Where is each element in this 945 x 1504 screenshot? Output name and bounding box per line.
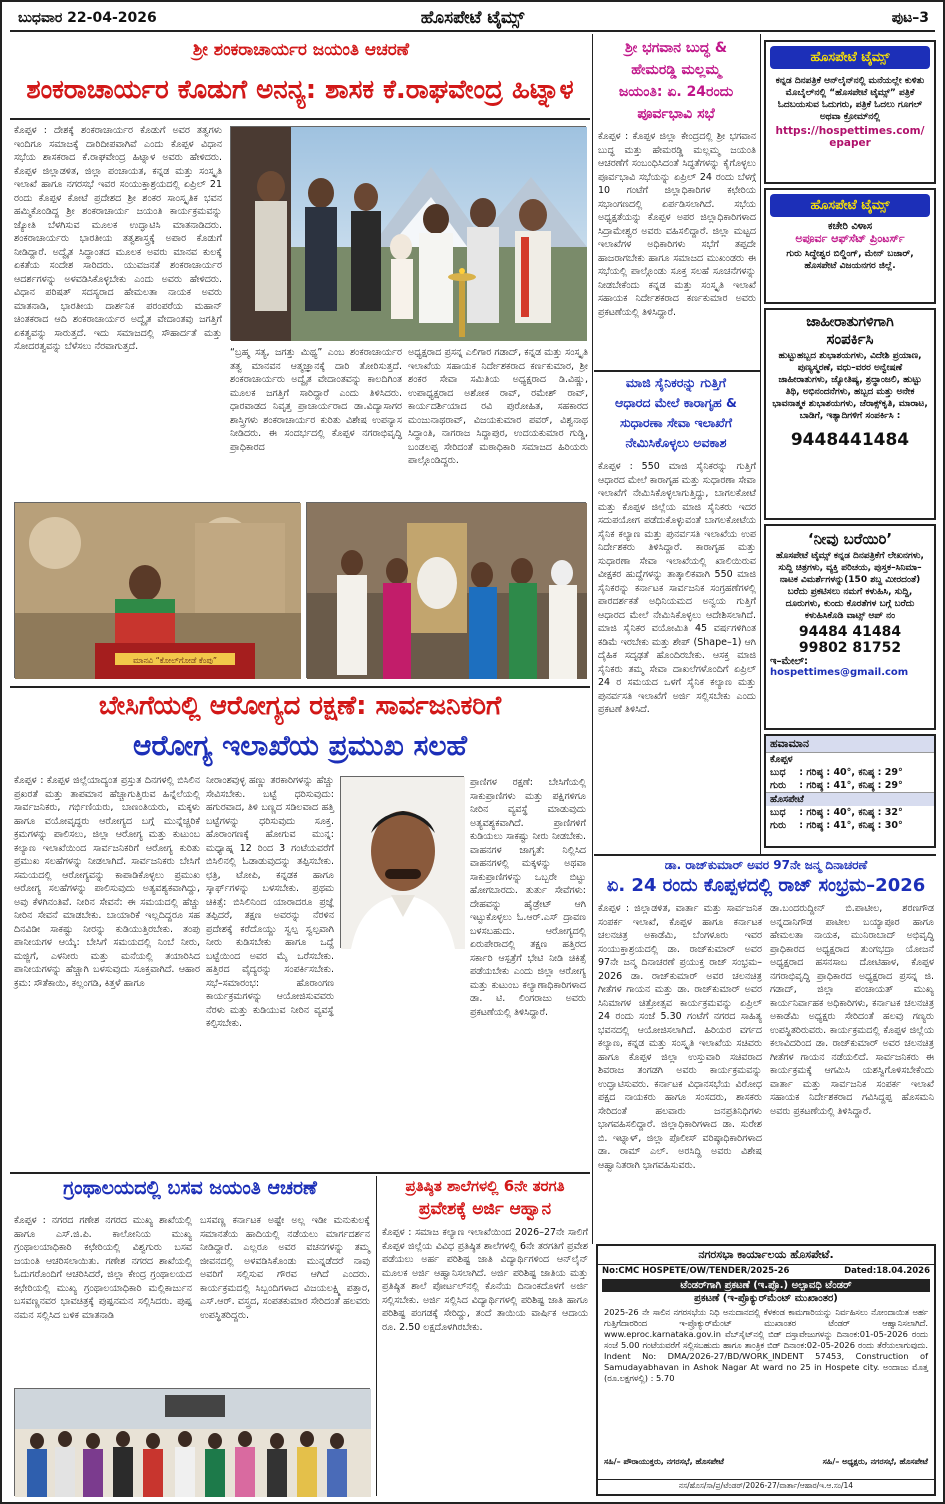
divider xyxy=(10,118,590,120)
weather-max: : ಗರಿಷ್ಠ : 40°, xyxy=(796,807,859,818)
library-group-photo xyxy=(14,1388,370,1496)
official-portrait-illustration xyxy=(341,777,465,949)
library-col2: ಬಸವಣ್ಣ ಕರ್ನಾಟಕ ಅಷ್ಟೇ ಅಲ್ಲ ಇಡೀ ಮನುಕುಲಕ್ಕೆ ಸಮಾನತೆಯ ಹಾದಿಯಲ್ಲಿ ನಡೆಯಲು ಮಾರ್ಗದರ್ಶನ ನೀಡಿದ್ದಾರೆ. ಎಲ್ಲರೂ ಅವರ ವಚನಗಳನ್ನು ತಮ್ಮ ಜೀವನದಲ್ಲಿ ಅಳವಡಿಸಿಕೊಂಡು ಮುನ್ನಡೆದರೆ ನಾವು ಅವರಿಗೆ ಸಲ್ಲಿಸುವ ಗೌರವ ಆಗಿದೆ ಎಂದರು. ಕಾರ್ಯಕ್ರಮದಲ್ಲಿ ಸಿಬ್ಬಂದಿಗಳಾದ ವಿಜಯಲಕ್ಷ್ಮಿ ಪತ್ತಾರ, ಎಸ್.ಆರ್. ವಸ್ತ್ರದ, ಸಂಪತಕುಮಾರ ಸೇರಿದಂತೆ ಹಲವರು ಉಪಸ್ಥಿತರಿದ್ದರು. xyxy=(200,1215,370,1321)
weather-row xyxy=(766,819,934,832)
divider xyxy=(10,1172,590,1174)
write-to-us-title: ‘ನೀವು ಬರೆಯಿರಿ’ xyxy=(807,530,893,548)
weather-max: : ಗರಿಷ್ಠ : 41°, xyxy=(796,820,859,831)
weather-day: ಗುರು xyxy=(770,820,787,831)
exarmy-body: ಕೊಪ್ಪಳ : 550 ಮಾಜಿ ಸೈನಿಕರನ್ನು ಗುತ್ತಿಗೆ ಆಧಾರದ ಮೇಲೆ ಕಾರಾಗೃಹ ಮತ್ತು ಸುಧಾರಣಾ ಸೇವಾ ಇಲಾಖೆಗೆ ನೇಮಿಸಿಕೊಳ್ಳಲಾಗುತ್ತಿದ್ದು, ಬಾಗಲಕೋಟೆ ಮತ್ತು ಕೊಪ್ಪಳ ಜಿಲ್ಲೆಯ ಮಾಜಿ ಸೈನಿಕರು ಇದರ ಸದುಪಯೋಗ ಪಡೆದುಕೊಳ್ಳುವಂತೆ ಬಾಗಲಕೋಟೆಯ ಸೈನಿಕ ಕಲ್ಯಾಣ ಮತ್ತು ಪುನರ್ವಸತಿ ಇಲಾಖೆಯ ಉಪ ನಿರ್ದೇಶಕರು ತಿಳಿಸಿದ್ದಾರೆ. ಕಾರಾಗೃಹ ಮತ್ತು ಸುಧಾರಣಾ ಸೇವಾ ಇಲಾಖೆಯಲ್ಲಿ ಖಾಲಿಯಿರುವ ವೀಕ್ಷಕರ ಹುದ್ದೆಗಳನ್ನು ತಾತ್ಕಾಲಿಕವಾಗಿ 550 ಮಾಜಿ ಸೈನಿಕರನ್ನು ಕರ್ನಾಟಕ ಸಾರ್ವಜನಿಕ ಸಂಗ್ರಹಣೆಗಳಲ್ಲಿ ಪಾರದರ್ಶಕತೆ ಅಧಿನಿಯಮದ ಅನ್ವಯ ಗುತ್ತಿಗೆ ಆಧಾರದ ಮೇಲೆ ನೇಮಿಸಿಕೊಳ್ಳಲು ಆದೇಶಿಸಲಾಗಿದೆ. ಮಾಜಿ ಸೈನಿಕರ ವಯೋಮಿತಿ 45 ವರ್ಷಗಳಿಗಿಂತ ಕಡಿಮೆ ಇರಬೇಕು ಮತ್ತು ಶೇಪ್ (Shape–1) ಆಗಿ ದೈಹಿಕ ಸದೃಢತೆ ಹೊಂದಿರಬೇಕು. ಆಸಕ್ತ ಮಾಜಿ ಸೈನಿಕರು ತಮ್ಮ ಸೇವಾ ದಾಖಲೆಗಳೊಂದಿಗೆ ಏಪ್ರಿಲ್ 24 ರ ಸಮಯದ ಒಳಗೆ ಸೈನಿಕ ಕಲ್ಯಾಣ ಮತ್ತು ಪುನರ್ವಸತಿ ಇಲಾಖೆಗೆ ಅರ್ಜಿ ಸಲ್ಲಿಸಬೇಕು ಎಂದು ಪ್ರಕಟಣೆ ತಿಳಿಸಿದೆ. xyxy=(598,461,756,715)
health-headline-line1: ಬೇಸಿಗೆಯಲ್ಲಿ ಆರೋಗ್ಯದ ರಕ್ಷಣೆ: ಸಾರ್ವಜನಿಕರಿಗೆ xyxy=(98,691,502,721)
weather-day: ಗುರು xyxy=(770,780,787,791)
issue-date: ಬುಧವಾರ 22-04-2026 xyxy=(18,10,157,26)
page-number: ಪುಟ–3 xyxy=(891,10,929,26)
office-address-ad xyxy=(764,188,936,304)
rajkumar-headline: ಏ. 24 ರಂದು ಕೊಪ್ಪಳದಲ್ಲಿ ರಾಜ್ ಸಂಭ್ರಮ–2026 xyxy=(606,875,926,896)
health-headline-line2: ಆರೋಗ್ಯ ಇಲಾಖೆಯ ಪ್ರಮುಖ ಸಲಹೆ xyxy=(132,729,468,762)
email-address[interactable]: hospettimes@gmail.com xyxy=(770,667,909,678)
divider xyxy=(10,686,590,688)
school-col1: ಕೊಪ್ಪಳ : ಸಮಾಜ ಕಲ್ಯಾಣ ಇಲಾಖೆಯಿಂದ 2026–27ನೇ ಸಾಲಿಗೆ ಕೊಪ್ಪಳ ಜಿಲ್ಲೆಯ ವಿವಿಧ ಪ್ರತಿಷ್ಠಿತ ಶಾಲೆಗಳಲ್ಲಿ 6ನೇ ತರಗತಿಗೆ ಪ್ರವೇಶ ಪಡೆಯಲು ಅರ್ಹ ಪರಿಶಿಷ್ಟ ಜಾತಿ ವಿದ್ಯಾರ್ಥಿಗಳಿಂದ ಆನ್‌ಲೈನ್ ಮೂಲಕ ಅರ್ಜಿ ಆಹ್ವಾನಿಸಲಾಗಿದೆ. ಅರ್ಜಿ ಪರಿಶಿಷ್ಟ ಜಾತಿಯ ಮತ್ತು ಪ್ರತಿಷ್ಠಿತ ಶಾಲೆ ಪೋರ್ಟಲ್‌ನಲ್ಲಿ ಕೊನೆಯ ದಿನಾಂಕದೊಳಗೆ ಅರ್ಜಿ ಸಲ್ಲಿಸಬೇಕು. ಅರ್ಜಿ ಸಲ್ಲಿಸಿದ ವಿದ್ಯಾರ್ಥಿಗಳಲ್ಲಿ ಪರಿಶಿಷ್ಟ ಜಾತಿ ಹಾಗೂ ಪರಿಶಿಷ್ಟ ಪಂಗಡಕ್ಕೆ ಸೇರಿದ್ದು, ತಂದೆ ತಾಯಿಯ ವಾರ್ಷಿಕ ಆದಾಯ ರೂ. 2.50 ಲಕ್ಷದೊಳಗಿರಬೇಕು. xyxy=(382,1227,588,1333)
tender-sign-left: ಸಹಿ/– ಪೌರಾಯುಕ್ತರು, ನಗರಸಭೆ, ಹೊಸಪೇಟೆ xyxy=(604,1457,724,1466)
column-divider xyxy=(592,34,593,1244)
buddha-headline-line2: ಹೇಮರಡ್ಡಿ ಮಲ್ಲಮ್ಮ xyxy=(631,62,721,78)
library-headline: ಗ್ರಂಥಾಲಯದಲ್ಲಿ ಬಸವ ಜಯಂತಿ ಆಚರಣೆ xyxy=(63,1177,317,1199)
weather-row xyxy=(766,779,934,792)
weather-min: ಕನಿಷ್ಠ : 29° xyxy=(858,780,903,791)
exarmy-headline-line4: ನೇಮಿಸಿಕೊಳ್ಳಲು ಅವಕಾಶ xyxy=(625,435,727,450)
epaper-url-path[interactable]: epaper xyxy=(829,137,871,149)
weather-min: ಕನಿಷ್ಠ : 30° xyxy=(858,820,903,831)
rajkumar-col1: ಕೊಪ್ಪಳ : ಜಿಲ್ಲಾಡಳಿತ, ವಾರ್ತಾ ಮತ್ತು ಸಾರ್ವಜನಿಕ ಸಂಪರ್ಕ ಇಲಾಖೆ, ಕೊಪ್ಪಳ ಹಾಗೂ ಕರ್ನಾಟಕ ಚಲನಚಿತ್ರ ಅಕಾಡೆಮಿ, ಬೆಂಗಳೂರು ಇವರ ಸಂಯುಕ್ತಾಶ್ರಯದಲ್ಲಿ ಡಾ. ರಾಜ್‌ಕುಮಾರ್ ಅವರ 97ನೇ ಜನ್ಮ ದಿನಾಚರಣೆ ಪ್ರಯುಕ್ತ ರಾಜ್ ಸಂಭ್ರಮ–2026 ಡಾ. ರಾಜ್‌ಕುಮಾರ್ ಅವರ ಚಲನಚಿತ್ರ ಗೀತೆಗಳ ಗಾಯನ ಮತ್ತು ಡಾ. ರಾಜ್‌ಕುಮಾರ್ ಅವರ ಸಿನಿಮಾಗಳ ಚಿತ್ರೋತ್ಸವ ಕಾರ್ಯಕ್ರಮವನ್ನು ಏಪ್ರಿಲ್ 24 ರಂದು ಸಂಜೆ 5.30 ಗಂಟೆಗೆ ನಗರದ ಸಾಹಿತ್ಯ ಭವನದಲ್ಲಿ ಆಯೋಜಿಸಲಾಗಿದೆ. ಹಿರಿಯರ ವರ್ಗದ ಕಲ್ಯಾಣ, ಕನ್ನಡ ಮತ್ತು ಸಂಸ್ಕೃತಿ ಇಲಾಖೆಯ ಸಚಿವರು ಹಾಗೂ ಕೊಪ್ಪಳ ಜಿಲ್ಲಾ ಉಸ್ತುವಾರಿ ಸಚಿವರಾದ ಶಿವರಾಜ ತಂಗಡಗಿ ಅವರು ಕಾರ್ಯಕ್ರಮವನ್ನು ಉದ್ಘಾಟಿಸುವರು. ಕರ್ನಾಟಕ ವಿಧಾನಸಭೆಯ ವಿರೋಧ ಪಕ್ಷದ ನಾಯಕರು ಹಾಗೂ ಸಂಸದರು, ಶಾಸಕರು ಸೇರಿದಂತೆ ಹಲವಾರು ಜನಪ್ರತಿನಿಧಿಗಳು ಭಾಗವಹಿಸಲಿದ್ದಾರೆ. ಜಿಲ್ಲಾಧಿಕಾರಿಗಳಾದ ಡಾ. ಸುರೇಶ ಬಿ. ಇಟ್ನಾಳ್, ಜಿಲ್ಲಾ ಪೊಲೀಸ್ ವರಿಷ್ಠಾಧಿಕಾರಿಗಳಾದ ಡಾ. ರಾಮ್ ಎಲ್. ಅರಸಿದ್ದಿ ಅವರು ವಿಶೇಷ ಆಹ್ವಾನಿತರಾಗಿ ಭಾಗವಹಿಸುವರು. xyxy=(598,903,762,1171)
weather-min: ಕನಿಷ್ಠ : 32° xyxy=(858,807,903,818)
classified-text: ಹುಟ್ಟುಹಬ್ಬದ ಶುಭಾಶಯಗಳು, ವಿದೇಶಿ ಪ್ರಯಾಣ, ಪುಣ್ಯಸ್ಮರಣೆ, ವಧು–ವರರ ಅನ್ವೇಷಣೆ ಜಾಹೀರಾತುಗಳು, ಜ್ಯೋತಿಷ್ಯ, ಶ್ರದ್ಧಾಂಜಲಿ, ಹುಟ್ಟು ತಿಥಿ, ಅಭಿನಂದನೆಗಳು, ಹಬ್ಬದ ಮತ್ತು ಅನೇಕ ಭಾವನಾತ್ಮಕ ಶುಭಾಶಯಗಳು, ಜೆರಾಕ್ಸ್‌ಕೃತಿ, ಮಾರಾಟ, ಬಾಡಿಗೆ, ಇತ್ಯಾದಿಗಳಿಗೆ ಸಂಪರ್ಕಿಸಿ : xyxy=(772,351,928,421)
tender-subhead: ಪ್ರಕಟಣೆ (ಇ-ಪ್ರೊಕ್ಯುರ್‌ಮೆಂಟ್ ಮುಖಾಂತರ) xyxy=(694,1293,838,1304)
story1-headline: ಶಂಕರಾಚಾರ್ಯರ ಕೊಡುಗೆ ಅನನ್ಯ: ಶಾಸಕ ಕೆ.ರಾಘವೇಂದ್ರ ಹಿಟ್ನಾಳ xyxy=(26,75,574,105)
rajkumar-kicker: ಡಾ. ರಾಜ್‌ಕುಮಾರ್ ಅವರ 97ನೇ ಜನ್ಮ ದಿನಾಚರಣೆ xyxy=(664,858,868,872)
library-col1: ಕೊಪ್ಪಳ : ನಗರದ ಗಣೇಶ ನಗರದ ಮುಖ್ಯ ಶಾಖೆಯಲ್ಲಿ ಹಾಗೂ ಎಸ್.ಜಿ.ಪಿ. ಕಾಲೋನಿಯ ಮುಖ್ಯ ಗ್ರಂಥಾಲಯಾಧಿಕಾರಿ ಕಛೇರಿಯಲ್ಲಿ ವಿಶ್ವಗುರು ಬಸವ ಜಯಂತಿ ಆಚರಿಸಲಾಯಿತು. ಗಣೇಶ ನಗರದ ಶಾಖೆಯಲ್ಲಿ ಓದುಗರೊಂದಿಗೆ ಆಚರಿಸಿದರೆ, ಜಿಲ್ಲಾ ಕೇಂದ್ರ ಗ್ರಂಥಾಲಯದ ಕಛೇರಿಯಲ್ಲಿ ಮುಖ್ಯ ಗ್ರಂಥಾಲಯಾಧಿಕಾರಿ ಮಲ್ಲಿಕಾರ್ಜುನ ಬಸವಣ್ಣನವರ ಭಾವಚಿತ್ರಕ್ಕೆ ಪುಷ್ಪನಮನ ಸಲ್ಲಿಸಿದರು. ಪುಷ್ಪ ನಮನ ಸಲ್ಲಿಸಿದ ಬಳಿಕ ಮಾತನಾಡಿ xyxy=(14,1215,192,1321)
rajkumar-col2: ಡಾ.ಬಂದರುದ್ದೀನ್ ಬಿ.ಪಾಟೀಲ, ಶರಣಗೌಡ ಅನ್ನದಾನಿಗೌಡ ಪಾಟೀಲ ಬಯ್ಯಾಪೂರ ಹಾಗೂ ಹೇಮಲತಾ ನಾಯಕ, ಮುನಿರಾಬಾದ್ ಅಭಿವೃದ್ಧಿ ಪ್ರಾಧಿಕಾರದ ಅಧ್ಯಕ್ಷರಾದ ತುಂಗಭದ್ರಾ ಯೋಜನೆ ಅಧ್ಯಕ್ಷರಾದ ಹಸನಸಾಬ ದೋಟಿಹಾಳ, ಕೊಪ್ಪಳ ನಗರಾಭಿವೃದ್ಧಿ ಪ್ರಾಧಿಕಾರದ ಅಧ್ಯಕ್ಷರಾದ ಪ್ರಸನ್ನ ಜಿ. ಗಡಾದ್, ಜಿಲ್ಲಾ ಪಂಚಾಯತ್ ಮುಖ್ಯ ಕಾರ್ಯನಿರ್ವಾಹಕ ಅಧಿಕಾರಿಗಳು, ಕರ್ನಾಟಕ ಚಲನಚಿತ್ರ ಅಕಾಡೆಮಿ ಅಧ್ಯಕ್ಷರು ಸೇರಿದಂತೆ ಹಲವು ಗಣ್ಯರು ಉಪಸ್ಥಿತರಿರುವರು. ಕಾರ್ಯಕ್ರಮದಲ್ಲಿ ಕೊಪ್ಪಳ ಜಿಲ್ಲೆಯ ಕಲಾವಿದರಿಂದ ಡಾ. ರಾಜ್‌ಕುಮಾರ್ ಅವರ ಚಲನಚಿತ್ರ ಗೀತೆಗಳ ಗಾಯನ ನಡೆಯಲಿದೆ. ಸಾರ್ವಜನಿಕರು ಈ ಕಾರ್ಯಕ್ರಮಕ್ಕೆ ಆಗಮಿಸಿ ಯಶಸ್ವಿಗೊಳಿಸಬೇಕೆಂದು ವಾರ್ತಾ ಮತ್ತು ಸಾರ್ವಜನಿಕ ಸಂಪರ್ಕ ಇಲಾಖೆ ಸಹಾಯಕ ನಿರ್ದೇಶಕರಾದ ಗವಿಸಿದ್ದಪ್ಪ ಹೊಸಮನಿ ಅವರು ಪ್ರಕಟಣೆಯಲ್ಲಿ ತಿಳಿಸಿದ್ದಾರೆ. xyxy=(770,903,934,1117)
ad-brand: ಹೊಸಪೇಟೆ ಟೈಮ್ಸ್ xyxy=(770,194,930,217)
epaper-ad xyxy=(764,40,936,184)
tender-sign-right: ಸಹಿ/– ಅಧ್ಯಕ್ಷರು, ನಗರಸಭೆ, ಹೊಸಪೇಟೆ xyxy=(822,1457,928,1466)
epaper-url[interactable]: https://hospettimes.com/ xyxy=(775,125,925,137)
library-group-illustration xyxy=(15,1389,371,1497)
weather-city-1: ಕೊಪ್ಪಳ xyxy=(766,752,934,766)
weather-rows-city1 xyxy=(766,766,934,792)
story1-col3: ಅಧ್ಯಕ್ಷರಾದ ಪ್ರಸನ್ನ ಎಲಿಗಾರ ಗಡಾದ್, ಕನ್ನಡ ಮತ್ತು ಸಂಸ್ಕೃತಿ ಇಲಾಖೆಯ ಸಹಾಯಕ ನಿರ್ದೇಶಕರಾದ ಕರ್ಣಕುಮಾರ, ಶ್ರೀ ಶಂಕರ ಸೇವಾ ಸಮಿತಿಯ ಅಧ್ಯಕ್ಷರಾದ ಡಿ.ವಿಷ್ಣು, ಉಪಾಧ್ಯಕ್ಷರಾದ ಅಶೋಕ ರಾವ್, ರಮೇಶ್ ರಾವ್, ಕಾರ್ಯದರ್ಶಿಯಾದ ರವಿ ಪುರೋಹಿತ, ಸಹಕಾರದ ಮಂಜುನಾಥರಾವ್, ವಿಜಯಕುಮಾರ ಪವರ್, ವಿಶ್ವನಾಥ ಸಿದ್ಧಾಂತಿ, ನಾಗರಾಜ ಸಿದ್ದಾಪುರ, ಉದಯಕುಮಾರ ಗುಡ್ಡಿ, ಬಂಡಲಪ್ಪ ಸೇರಿದಂತೆ ಮಠಾಧಿಕಾರಿ ಸಮಾಜದ ಹಿರಿಯರು ಪಾಲ್ಗೊಂಡಿದ್ದರು. xyxy=(408,347,588,466)
classified-title: ಜಾಹೀರಾತುಗಳಿಗಾಗಿ xyxy=(806,314,894,330)
email-label: ಇ–ಮೇಲ್: xyxy=(770,656,809,667)
story1-kicker: ಶ್ರೀ ಶಂಕರಾಚಾರ್ಯರ ಜಯಂತಿ ಆಚರಣೆ xyxy=(192,40,410,60)
epaper-ad-text: ಕನ್ನಡ ದಿನಪತ್ರಿಕೆ ಆನ್‌ಲೈನ್‌ನಲ್ಲಿ ಮನೆಯಲ್ಲೇ ಕುಳಿತು ಮೊಬೈಲ್‌ನಲ್ಲಿ “ಹೊಸಪೇಟೆ ಟೈಮ್ಸ್” ಪತ್ರಿಕೆ ಓದಬಯಸುವ ಓದುಗರು, ಪತ್ರಿಕೆ ಓದಲು ಗೂಗಲ್ ಅಥವಾ ಕ್ರೋಮ್‌ನಲ್ಲಿ xyxy=(775,76,925,122)
ad-brand: ಹೊಸಪೇಟೆ ಟೈಮ್ಸ್ xyxy=(770,46,930,69)
health-col3: ಪ್ರಾಣಿಗಳ ರಕ್ಷಣೆ: ಬೇಸಿಗೆಯಲ್ಲಿ ಸಾಕುಪ್ರಾಣಿಗಳು ಮತ್ತು ಪಕ್ಷಿಗಳಿಗೂ ನೀರಿನ ವ್ಯವಸ್ಥೆ ಮಾಡುವುದು ಅತ್ಯವಶ್ಯಕವಾಗಿದೆ. ಪ್ರಾಣಿಗಳಿಗೆ ಕುಡಿಯಲು ಸಾಕಷ್ಟು ನೀರು ನೀಡಬೇಕು. ವಾಹನಗಳ ಜಾಗೃತೆ: ನಿಲ್ಲಿಸಿದ ವಾಹನಗಳಲ್ಲಿ ಮಕ್ಕಳನ್ನು ಅಥವಾ ಸಾಕುಪ್ರಾಣಿಗಳನ್ನು ಒಬ್ಬರೇ ಬಿಟ್ಟು ಹೋಗಬಾರದು. ತುರ್ತು ಸೇವೆಗಳು: ದೇಹವನ್ನು ಹೈಡ್ರೇಟ್ ಆಗಿ ಇಟ್ಟುಕೊಳ್ಳಲು ಓ.ಆರ್.ಎಸ್ ದ್ರಾವಣ ಬಳಸಬಹುದು. ಆರೋಗ್ಯದಲ್ಲಿ ಏರುಪೇರಾದಲ್ಲಿ ತಕ್ಷಣ ಹತ್ತಿರದ ಸರ್ಕಾರಿ ಆಸ್ಪತ್ರೆಗೆ ಭೇಟಿ ನೀಡಿ ಚಿಕಿತ್ಸೆ ಪಡೆಯಬೇಕು ಎಂದು ಜಿಲ್ಲಾ ಆರೋಗ್ಯ ಮತ್ತು ಕುಟುಂಬ ಕಲ್ಯಾಣಾಧಿಕಾರಿಗಳಾದ ಡಾ. ಟಿ. ಲಿಂಗರಾಜು ಅವರು ಪ್ರಕಟಣೆಯಲ್ಲಿ ತಿಳಿಸಿದ್ದಾರೆ. xyxy=(470,777,586,1018)
weather-min: ಕನಿಷ್ಠ : 29° xyxy=(858,767,903,778)
felicitation-photo xyxy=(306,502,586,678)
write-to-us-ad xyxy=(764,524,936,730)
school-headline-line2: ಪ್ರವೇಶಕ್ಕೆ ಅರ್ಜಿ ಆಹ್ವಾನ xyxy=(418,1199,552,1219)
tender-title: ನಗರಸಭಾ ಕಾರ್ಯಾಲಯ ಹೊಸಪೇಟೆ. xyxy=(598,1246,934,1265)
exarmy-headline-line2: ಆಧಾರದ ಮೇಲೆ ಕಾರಾಗೃಹ & xyxy=(615,395,737,410)
tender-date: Dated:18.04.2026 xyxy=(844,1266,930,1276)
classified-phone[interactable]: 9448441484 xyxy=(790,430,910,450)
column-divider xyxy=(376,1176,377,1496)
weather-row xyxy=(766,806,934,819)
lamp-lighting-illustration xyxy=(231,127,587,341)
weather-day: ಬುಧ xyxy=(770,767,786,778)
official-portrait xyxy=(340,776,464,948)
classified-ad xyxy=(764,308,936,520)
speaker-at-podium-illustration xyxy=(15,503,301,679)
buddha-headline-line3: ಜಯಂತಿ: ಏ. 24ರಂದು xyxy=(618,84,734,100)
buddha-headline-line1: ಶ್ರೀ ಭಗವಾನ ಬುದ್ಧ & xyxy=(624,40,728,56)
health-col1: ಕೊಪ್ಪಳ : ಕೊಪ್ಪಳ ಜಿಲ್ಲೆಯಾದ್ಯಂತ ಪ್ರಸ್ತುತ ದಿನಗಳಲ್ಲಿ ಬಿಸಿಲಿನ ಪ್ರಖರತೆ ಮತ್ತು ತಾಪಮಾನ ಹೆಚ್ಚಾಗುತ್ತಿರುವ ಹಿನ್ನೆಲೆಯಲ್ಲಿ ಸಾರ್ವಜನಿಕರು, ಗರ್ಭಿಣಿಯರು, ಬಾಣಂತಿಯರು, ಮಕ್ಕಳು ಹಾಗೂ ವಯೋವೃದ್ಧರು ಆರೋಗ್ಯದ ಬಗ್ಗೆ ಮುನ್ನೆಚ್ಚರಿಕೆ ಕ್ರಮಗಳನ್ನು ಪಾಲಿಸಲು, ಜಿಲ್ಲಾ ಆರೋಗ್ಯ ಮತ್ತು ಕುಟುಂಬ ಕಲ್ಯಾಣ ಇಲಾಖೆಯಿಂದ ಸಾರ್ವಜನಿಕರಿಗೆ ಆರೋಗ್ಯ ಕುರಿತು ಪ್ರಮುಖ ಸಲಹೆಗಳನ್ನು ನೀಡಲಾಗಿದೆ. ಸಾರ್ವಜನಿಕರು ಬೇಸಿಗೆ ಸಮಯದಲ್ಲಿ ಆರೋಗ್ಯವನ್ನು ಕಾಪಾಡಿಕೊಳ್ಳಲು ಪ್ರಮುಖ ಆರೋಗ್ಯ ಸಲಹೆಗಳನ್ನು ಪಾಲಿಸುವುದು ಅತ್ಯವಶ್ಯಕವಾಗಿದ್ದು, ಅವು ಕೆಳಗಿನಂತಿವೆ. ನೀರಿನ ಸೇವನೆ: ಈ ಸಮಯದಲ್ಲಿ ಹೆಚ್ಚು ನೀರಿನ ಸೇವನೆ ಮಾಡಬೇಕು. ಬಾಯಾರಿಕೆ ಇಲ್ಲದಿದ್ದರೂ ಸಹ ದಿನವಿಡೀ ಸಾಕಷ್ಟು ನೀರನ್ನು ಕುಡಿಯುತ್ತಿರಬೇಕು. ತಂಪು ಪಾನೀಯಗಳ ಆಯ್ಕೆ: ಬೇಸಿಗೆ ಸಮಯದಲ್ಲಿ ನಿಂಬೆ ನೀರು, ಮಜ್ಜಿಗೆ, ಎಳನೀರು ಮತ್ತು ಮನೆಯಲ್ಲಿ ತಯಾರಿಸಿದ ಪಾನೀಯಗಳನ್ನು ಹೆಚ್ಚಾಗಿ ಬಳಸುವುದು ಸೂಕ್ತವಾಗಿದೆ. ಆಹಾರ ಕ್ರಮ: ಸೌತೆಕಾಯಿ, ಕಲ್ಲಂಗಡಿ, ಕಿತ್ತಳೆ ಹಾಗೂ xyxy=(14,775,200,989)
weather-title: ಹವಾಮಾನ xyxy=(766,736,934,752)
column-divider xyxy=(760,34,761,854)
banner-text: ಮಾನವಿ “ಕೋಲ್‌ಗೋಡೆ ಕೆಂಪು” xyxy=(133,656,217,665)
tender-footer: ನಸ/ಹೊಸ/ಸಾ/ಪ್ರ/ಟೆಂಡರ್‌/2026-27/ವಾರ್ತಾ/ಆಹಾರ/ಇ.ಆ.ಸಂ/14 xyxy=(598,1479,934,1491)
masthead: ಹೊಸಪೇಟೆ ಟೈಮ್ಸ್ xyxy=(420,8,525,28)
story1-col1: ಕೊಪ್ಪಳ : ದೇಶಕ್ಕೆ ಶಂಕರಾಚಾರ್ಯರ ಕೊಡುಗೆ ಅವರ ತತ್ವಗಳು ಇಂದಿಗೂ ಸಮಾಜಕ್ಕೆ ದಾರಿದೀಪವಾಗಿವೆ ಎಂದು ಕೊಪ್ಪಳ ವಿಧಾನ ಸಭೆಯ ಶಾಸಕರಾದ ಕೆ.ರಾಘವೇಂದ್ರ ಹಿಟ್ನಾಳ ಅವರು ಹೇಳಿದರು. ಕೊಪ್ಪಳ ಜಿಲ್ಲಾಡಳಿತ, ಜಿಲ್ಲಾ ಪಂಚಾಯತ, ಕನ್ನಡ ಮತ್ತು ಸಂಸ್ಕೃತಿ ಇಲಾಖೆ ಹಾಗೂ ನಗರಸಭೆ ಇವರ ಸಂಯುಕ್ತಾಶ್ರಯದಲ್ಲಿ ಏಪ್ರಿಲ್ 21 ರಂದು ಕೊಪ್ಪಳ ಕೋಟೆ ಪ್ರದೇಶದ ಶ್ರೀ ಶಂಕರ ಸಾಂಸ್ಕೃತಿಕ ಭವನ ಹಮ್ಮಿಕೊಂಡಿದ್ದ ಶ್ರೀ ಶಂಕರಾಚಾರ್ಯ ಜಯಂತಿ ಕಾರ್ಯಕ್ರಮವನ್ನು ಜ್ಯೋತಿ ಬೆಳಗಿಸುವ ಮೂಲಕ ಉದ್ಘಾಟಿಸಿ ಮಾತನಾಡಿದರು. ಶಂಕರಾಚಾರ್ಯರು ಭಾರತೀಯ ತತ್ವಶಾಸ್ತ್ರಕ್ಕೆ ಅಪಾರ ಕೊಡುಗೆ ನೀಡಿದ್ದಾರೆ. ಅದ್ವೈತ ಸಿದ್ಧಾಂತದ ಮೂಲಕ ಅವರು ಮಾನವ ಕುಲಕ್ಕೆ ಏಕತೆಯ ಸಂದೇಶ ಸಾರಿದರು. ಯುವಜನತೆ ಶಂಕರಾಚಾರ್ಯರ ಆದರ್ಶಗಳನ್ನು ಅಳವಡಿಸಿಕೊಳ್ಳಬೇಕು ಎಂದು ಅವರು ಹೇಳಿದರು. ವಿಧಾನ ಪರಿಷತ್ ಸದಸ್ಯರಾದ ಹೇಮಲತಾ ನಾಯಕ ಅವರು ಮಾತನಾಡಿ, ಭಾರತೀಯ ದಾರ್ಶನಿಕ ಪರಂಪರೆಯ ಮಹಾನ್ ಚಿಂತಕರಾದ ಆದಿ ಶಂಕರಾಚಾರ್ಯರ ಅದ್ವೈತ ವೇದಾಂತವು ಜಗತ್ತಿಗೆ ಏಕತ್ವವನ್ನು ಸಾರುತ್ತದೆ. ಇದು ಸಮಾಜದಲ್ಲಿ ಸೌಹಾರ್ದತೆ ಮತ್ತು ಸೋದರತ್ವವನ್ನು ಬೆಳೆಸಲು ನೆರವಾಗುತ್ತದೆ. xyxy=(14,125,222,352)
buddha-headline-line4: ಪೂರ್ವಭಾವಿ ಸಭೆ xyxy=(637,106,715,122)
weather-max: : ಗರಿಷ್ಠ : 41°, xyxy=(796,780,859,791)
tender-ref: No:CMC HOSPETE/OW/TENDER/2025-26 xyxy=(602,1266,790,1276)
divider xyxy=(594,370,760,372)
tender-body: 2025-26 ನೇ ಸಾಲಿನ ನಗರಸಭೆಯ ನಿಧಿ ಅನುದಾನದಲ್ಲಿ ಕೆಳಕಂಡ ಕಾಮಗಾರಿಯನ್ನು ನಿರ್ವಹಿಸಲು ನೋಂದಾಯಿತ ಅರ್ಹ ಗುತ್ತಿಗೆದಾರರಿಂದ ಇ-ಪ್ರೊಕ್ಯುರ್‌ಮೆಂಟ್ ಮುಖಾಂತರ ಟೆಂಡರ್ ಆಹ್ವಾನಿಸಲಾಗಿದೆ. www.eproc.karnataka.gov.in ವೆಬ್‌ಸೈಟ್‌ನಲ್ಲಿ ಬಿಡ್ ದಸ್ತಾವೇಜುಗಳನ್ನು ದಿನಾಂಕ:01-05-2026 ರಂದು ಸಂಜೆ 5.00 ಗಂಟೆಯವರೆಗೆ ಸಲ್ಲಿಸಬಹುದು ಹಾಗೂ ತಾಂತ್ರಿಕ ಬಿಡ್ ದಿನಾಂಕ:02-05-2026 ರಂದು ತೆರೆಯಲಾಗುವುದು. Indent No: DMA/2026-27/BD/WORK_INDENT 57453, Construction of Samudayabhavan in Ashok Nagar At ward no 25 in Hospete city. ಅಂದಾಜು ಮೊತ್ತ (ರೂ.ಲಕ್ಷಗಳಲ್ಲಿ) : 5.70 xyxy=(604,1307,928,1383)
weather-rows-city2 xyxy=(766,806,934,832)
story1-col2: “ಬ್ರಹ್ಮ ಸತ್ಯ, ಜಗತ್ತು ಮಿಥ್ಯ” ಎಂಬ ಶಂಕರಾಚಾರ್ಯರ ತತ್ವ ಮಾನವನ ಆತ್ಮಜ್ಞಾನಕ್ಕೆ ದಾರಿ ತೋರಿಸುತ್ತದೆ. ಶಂಕರಾಚಾರ್ಯರು ಅದ್ವೈತ ವೇದಾಂತವನ್ನು ಕಾಲದಿಗಿಂತ ಮೂಲಕ ಜಗತ್ತಿಗೆ ಸಾರಿದ್ದಾರೆ ಎಂದು ತಿಳಿಸಿದರು. ಧಾರವಾಡದ ನಿವೃತ್ತ ಪ್ರಾಚಾರ್ಯರಾದ ಡಾ.ವಿದ್ಯಾಸಾಗರ ಶಾಸ್ತ್ರಿಗಳು ಶಂಕರಾಚಾರ್ಯರ ಕುರಿತು ವಿಶೇಷ ಉಪನ್ಯಾಸ ನೀಡಿದರು. ಈ ಸಂದರ್ಭದಲ್ಲಿ ಕೊಪ್ಪಳ ನಗರಾಭಿವೃದ್ಧಿ ಪ್ರಾಧಿಕಾರದ xyxy=(230,347,402,453)
weather-row xyxy=(766,766,934,779)
whatsapp-phone-2[interactable]: 99802 81752 xyxy=(798,640,902,656)
health-col2: ನೀರಾಂಶವುಳ್ಳ ಹಣ್ಣು ತರಕಾರಿಗಳನ್ನು ಹೆಚ್ಚು ಸೇವಿಸಬೇಕು. ಬಟ್ಟೆ ಧರಿಸುವುದು: ಹಗುರವಾದ, ತಿಳಿ ಬಣ್ಣದ ಸಡಿಲವಾದ ಹತ್ತಿ ಬಟ್ಟೆಗಳನ್ನು ಧರಿಸುವುದು ಸೂಕ್ತ. ಹೊರಾಂಗಣಕ್ಕೆ ಹೋಗುವ ಮುನ್ನ: ಮಧ್ಯಾಹ್ನ 12 ರಿಂದ 3 ಗಂಟೆಯವರೆಗೆ ಬಿಸಿಲಿನಲ್ಲಿ ಓಡಾಡುವುದನ್ನು ತಪ್ಪಿಸಬೇಕು. ಛತ್ರಿ, ಟೋಪಿ, ಕನ್ನಡಕ ಹಾಗೂ ಸ್ಕಾರ್ಫ್‌ಗಳನ್ನು ಬಳಸಬೇಕು. ಪ್ರಥಮ ಚಿಕಿತ್ಸೆ: ಬಿಸಿಲಿನಿಂದ ಯಾರಾದರೂ ಪ್ರಜ್ಞೆ ತಪ್ಪಿದರೆ, ತಕ್ಷಣ ಅವರನ್ನು ನೆರಳಿನ ಪ್ರದೇಶಕ್ಕೆ ಕರೆದೊಯ್ದು ಸ್ವಲ್ಪ ಸ್ವಲ್ಪವಾಗಿ ನೀರು ಕುಡಿಸಬೇಕು ಹಾಗೂ ಒದ್ದೆ ಬಟ್ಟೆಯಿಂದ ಅವರ ಮೈ ಒರೆಸಬೇಕು. ಹತ್ತಿರದ ವೈದ್ಯರನ್ನು ಸಂಪರ್ಕಿಸಬೇಕು. ಸಭೆ–ಸಮಾರಂಭ: ಹೊರಾಂಗಣ ಕಾರ್ಯಕ್ರಮಗಳನ್ನು ಆಯೋಜಿಸುವವರು ನೆರಳು ಮತ್ತು ಕುಡಿಯುವ ನೀರಿನ ವ್ಯವಸ್ಥೆ ಕಲ್ಪಿಸಬೇಕು. xyxy=(206,775,334,1029)
tender-head: ಟೆಂಡರ್‌ಗಾಗಿ ಪ್ರಕಟಣೆ (ಇ.ಪ್ರೊ.) ಅಲ್ಪಾವಧಿ ಟೆಂಡರ್ xyxy=(602,1279,930,1292)
press-name: ಅಪೂರ್ವ ಆಫ್‌ಸೆಟ್ ಪ್ರಿಂಟರ್ಸ್ xyxy=(795,232,905,245)
exarmy-headline-line1: ಮಾಜಿ ಸೈನಿಕರನ್ನು ಗುತ್ತಿಗೆ xyxy=(625,375,727,390)
event-photo-lamp-lighting xyxy=(230,126,586,340)
write-to-us-text: ಹೊಸಪೇಟೆ ಟೈಮ್ಸ್ ಕನ್ನಡ ದಿನಪತ್ರಿಕೆಗೆ ಲೇಖನಗಳು, ಸುದ್ದಿ ಚಿತ್ರಗಳು, ವ್ಯಕ್ತಿ ಪರಿಚಯ, ಪುಸ್ತಕ–ಸಿನಿಮಾ–ನಾಟಕ ವಿಮರ್ಶೆಗಳನ್ನು(150 ಶಬ್ದ ಮೀರದಂತೆ) ಬರೆದು ಪ್ರಕಟಿಸಲು ನಮಗೆ ಕಳುಹಿಸಿ, ಸುದ್ದಿ, ದೂರುಗಳು, ಕುಂದು ಕೊರತೆಗಳ ಬಗ್ಗೆ ಬರೆದು ಕಳುಹಿಸಿಕೊಡಿ ವಾಟ್ಸ್ ಆಪ್ ನಂ xyxy=(776,551,924,621)
office-address: ಗುರು ಸಿದ್ಧೇಶ್ವರ ಬಿಲ್ಡಿಂಗ್, ಮೇನ್ ಬಜಾರ್, ಹೊಸಪೇಟೆ ವಿಜಯನಗರ ಜಿಲ್ಲೆ. xyxy=(786,249,914,271)
classified-sub: ಸಂಪರ್ಕಿಸಿ xyxy=(826,330,874,348)
divider xyxy=(594,854,936,856)
speaker-photo xyxy=(14,502,300,678)
weather-max: : ಗರಿಷ್ಠ : 40°, xyxy=(796,767,859,778)
office-label: ಕಚೇರಿ ವಿಳಾಸ xyxy=(827,221,873,232)
whatsapp-phone-1[interactable]: 94484 41484 xyxy=(798,624,902,640)
folio-bar xyxy=(10,6,935,32)
weather-box xyxy=(764,734,936,848)
school-headline-line1: ಪ್ರತಿಷ್ಠಿತ ಶಾಲೆಗಳಲ್ಲಿ 6ನೇ ತರಗತಿ xyxy=(405,1177,565,1195)
exarmy-headline-line3: ಸುಧಾರಣಾ ಸೇವಾ ಇಲಾಖೆಗೆ xyxy=(619,415,733,430)
tender-notice xyxy=(596,1244,936,1496)
group-felicitation-illustration xyxy=(307,503,587,679)
buddha-body: ಕೊಪ್ಪಳ : ಕೊಪ್ಪಳ ಜಿಲ್ಲಾ ಕೇಂದ್ರದಲ್ಲಿ ಶ್ರೀ ಭಗವಾನ ಬುದ್ಧ ಮತ್ತು ಹೇಮರಡ್ಡಿ ಮಲ್ಲಮ್ಮ ಜಯಂತಿ ಆಚರಣೆಗೆ ಸಂಬಂಧಿಸಿದಂತೆ ಸಿದ್ಧತೆಗಳನ್ನು ಕೈಗೊಳ್ಳಲು ಪೂರ್ವಭಾವಿ ಸಭೆಯನ್ನು ಏಪ್ರಿಲ್ 24 ರಂದು ಬೆಳಗ್ಗೆ 10 ಗಂಟೆಗೆ ಜಿಲ್ಲಾಧಿಕಾರಿಗಳ ಕಛೇರಿಯ ಸಭಾಂಗಣದಲ್ಲಿ ಏರ್ಪಡಿಸಲಾಗಿದೆ. ಸಭೆಯ ಅಧ್ಯಕ್ಷತೆಯನ್ನು ಕೊಪ್ಪಳ ಅಪರ ಜಿಲ್ಲಾಧಿಕಾರಿಗಳಾದ ಸಿದ್ರಾಮೇಶ್ವರ ಅವರು ವಹಿಸಲಿದ್ದಾರೆ. ಜಿಲ್ಲಾ ಮಟ್ಟದ ಇಲಾಖೆಗಳ ಅಧಿಕಾರಿಗಳು ಸಭೆಗೆ ತಪ್ಪದೇ ಹಾಜರಾಗಬೇಕು ಹಾಗೂ ಸಮಾಜದ ಮುಖಂಡರು ಈ ಸಭೆಯಲ್ಲಿ ಪಾಲ್ಗೊಂಡು ಸೂಕ್ತ ಸಲಹೆ ಸೂಚನೆಗಳನ್ನು ನೀಡಬೇಕೆಂದು ಕನ್ನಡ ಮತ್ತು ಸಂಸ್ಕೃತಿ ಇಲಾಖೆ ಸಹಾಯಕ ನಿರ್ದೇಶಕರಾದ ಕರ್ಣಕುಮಾರ ಅವರು ಪ್ರಕಟಣೆಯಲ್ಲಿ ತಿಳಿಸಿದ್ದಾರೆ. xyxy=(598,131,756,318)
weather-city-2: ಹೊಸಪೇಟೆ xyxy=(766,792,934,806)
weather-day: ಬುಧ xyxy=(770,807,786,818)
